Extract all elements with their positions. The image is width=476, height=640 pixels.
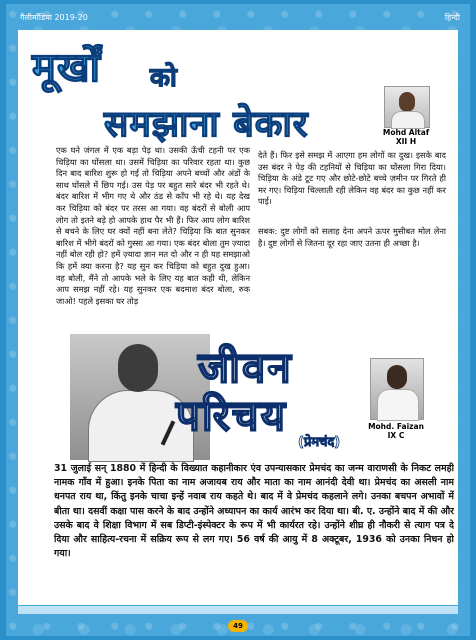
footer-band [18,606,458,614]
author2-photo-body [377,389,419,421]
article1-column1: एक घने जंगल में एक बड़ा पेड़ था। उसकी ऊँची टहनी पर एक चिड़िया का घोंसला था। उसमें चिड़िया का परिवार रहता था। कुछ दिन बाद बारिश शुरू हो गई तो चिड़िया अपने बच्चों और अंडों के साथ घोंसले में छिप गई। उस पेड़ पर बहुत सारे बंदर भी रहते थे। बंदर बारिश में भीग गए थे और ठंड से काँप भी रहे थे। यह देख कर चिड़िया को बंदर पर तरस आ गया। वह बंदरों से बोली आप लोग तो इतने बड़े हो आपके हाथ पैर भी हैं। फिर आप लोग बारिश से बचने के लिए घर क्यों नहीं बना लेते? चिड़िया कि बात सुनकर बारिश में भीगे बंदरों को गुस्सा आ गया। एक बंदर बोला तुम ज़्यादा नहीं बोल रही हो? हमें ज़्यादा ज्ञान मत दो और न ही यह समझाओ कि हमें क्या करना है? यह सुन कर चिड़िया को बहुत दुख हुआ। वह बोली, मैंने तो आपके भले के लिए यह बात कही थी, लेकिन आप समझ नहीं रहे। यह सुनकर एक बदमाश बंदर बोला, रुक जाओ! पहले इसका घर तोड़ [56,145,250,306]
author2-photo [370,358,424,420]
author1-class: XII H [395,137,417,146]
article2-title-line1: जीवन [198,343,293,392]
article1-title-line2: समझाना बेकार [104,104,309,145]
article2-body: 31 जुलाई सन् 1880 में हिन्दी के विख्यात कहानीकार एंव उपन्यासकार प्रेमचंद का जन्म वाराणसी के निकट लमही नामक गाँव में हुआ। इनके पिता का नाम अजायब राय और माता का नाम आनंदी देवी था। प्रेमचंद का असली नाम धनपत राय था, किंतु इनके चाचा इन्हें नवाब राय कहते थे। बाद में वे प्रेमचंद कहलाने लगे। उनका बचपन अभावों में बीता था। दसवीं कक्षा पास करने के बाद उन्होंने अध्यापन का कार्य आरंभ कर दिया था। बी. ए. उन्होंने बाद में की और उसके बाद वे शिक्षा विभाग में सब डिप्टी-इंस्पेक्टर के रूप में भी कार्यरत रहे। उन्होंने शीघ्र ही नौकरी से त्याग पत्र दे दिया और साहित्य-रचना में सक्रिय रूप से लग गए। 56 वर्ष की आयु में 8 अक्टूबर, 1936 को उनका निधन हो गया। [54,463,454,560]
article1-title-word1: मूर्खों [32,45,101,91]
article2-subject: (प्रेमचंद) [298,435,341,450]
author2-class: IX C [387,431,405,440]
article1-title-word2: को [150,63,178,93]
author2-name: Mohd. Faizan [368,422,424,431]
article1-moral: सबक: दुष्ट लोगों को सलाह देना अपने ऊपर मुसीबत मोल लेना है। दुष्ट लोगों से जितना दूर रहा जाए उतना ही अच्छा है। [258,226,446,248]
author1-photo-face [399,92,415,112]
magazine-name: गैलीमाँडिया 2019-20 [20,13,88,22]
article1-column2: देते हैं। फिर इसे समझ में आएगा हम लोगों का दुख। इसके बाद उस बंदर ने पेड़ की टहनियों से चिड़िया का घोंसला गिरा दिया। चिड़िया के अंडे टूट गए और छोटे-छोटे बच्चे ज़मीन पर गिरते ही मर गए। चिड़िया चिल्लाती रही लेकिन वह बंदर का कुछ नहीं कर पाई। [258,150,446,207]
author2-photo-face [387,365,407,389]
page-header [16,8,462,24]
author1-photo [384,86,430,128]
author1-name: Mohd Altaf [382,128,430,137]
portrait-head [118,344,158,392]
section-name: हिन्दी [444,13,460,22]
author1-photo-body [391,111,425,129]
article2-title-line2: परिचय [176,391,287,440]
page-number: 49 [228,620,248,632]
